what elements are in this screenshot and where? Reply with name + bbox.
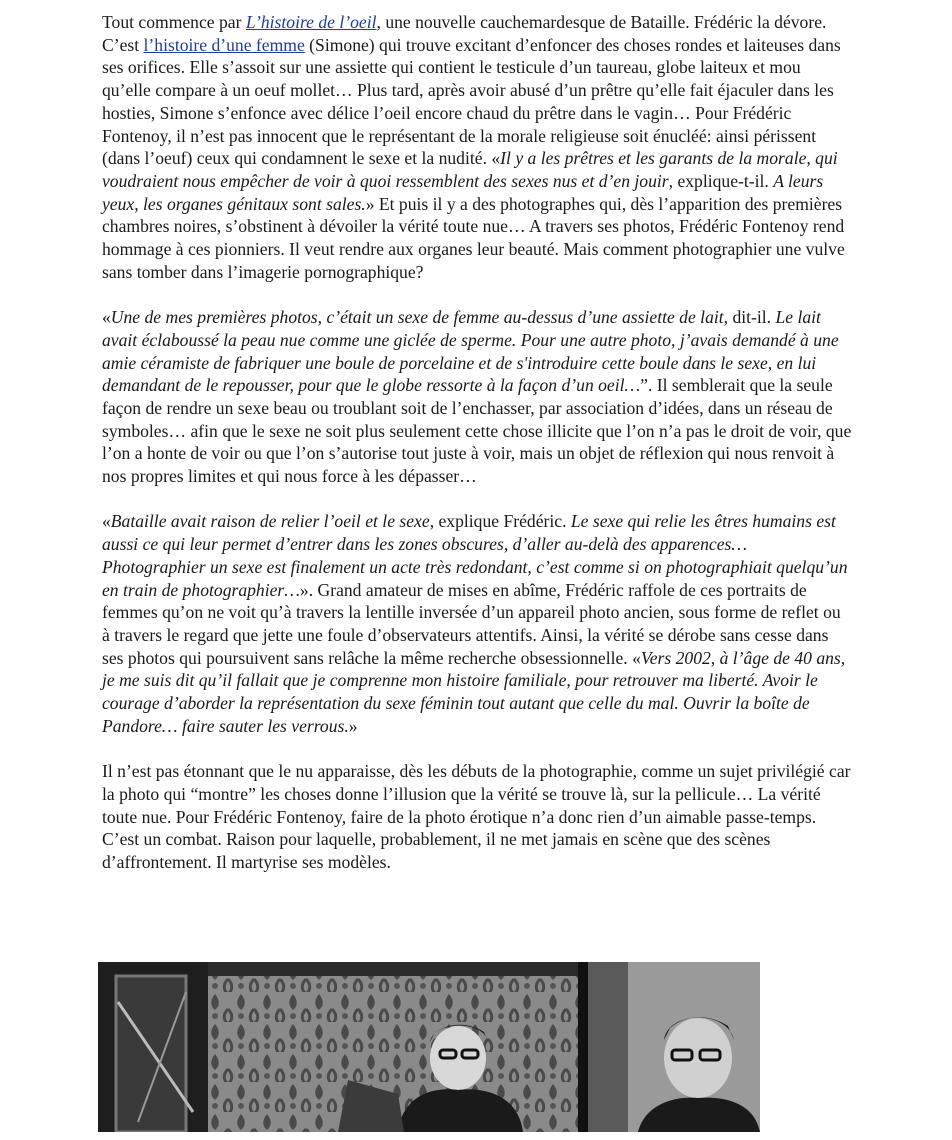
italic-quote: Bataille avait raison de relier l’oeil et le sexe	[110, 511, 430, 532]
paragraph-1	[102, 11, 852, 283]
italic-quote: Le sexe qui relie les êtres humains est aussi ce qui leur permet d’entrer dans les zones obscures, d’aller au-delà des apparences… Photographier un sexe est finalement un acte très redondant, c’est comme si on photographiait quelqu’un en train de photographier…	[102, 511, 848, 600]
italic-quote: Le lait avait éclaboussé la peau nue comme une giclée de sperme. Pour une autre photo, j’avais demandé à une amie céramiste de fabriquer une boule de porcelaine et de s'introduire cette boule dans le sexe, en lui demandant de le repousser, pour que le globe ressorte à la façon d’un oeil…	[102, 307, 839, 396]
text-run: «	[102, 511, 111, 532]
text-run: , une nouvelle cauchemardesque de Bataille. Frédéric la dévore. C’est	[102, 12, 827, 55]
text-run: Il n’est pas étonnant que le nu apparaisse, dès les débuts de la photographie, comme un sujet privilégié car la photo qui “montre” les choses donne l’illusion que la vérité se trouve là, sur la pellicule… La vérité toute nue. Pour Frédéric Fontenoy, faire de la photo érotique n’a donc rien d’un aimable passe-temps. C’est un combat. Raison pour laquelle, probablement, il ne met jamais en scène que des scènes d’affrontement. Il martyrise ses modèles.	[102, 761, 851, 872]
text-run: , dit-il.	[723, 307, 776, 328]
article-photo	[98, 962, 760, 1132]
italic-quote: Vers 2002, à l’âge de 40 ans, je me suis dit qu’il fallait que je comprenne mon histoire familiale, pour retrouver ma liberté. Avoir le courage d’aborder la représentation du sexe féminin tout autant que celle du mal. Ouvrir la boîte de Pandore… faire sauter les verrous.	[102, 647, 846, 736]
italic-quote: Il y a les prêtres et les garants de la morale, qui voudraient nous empêcher de voir à quoi ressemblent des sexes nus et d’en jouir	[102, 148, 838, 191]
paragraph-2	[102, 306, 852, 488]
text-run: » Et puis il y a des photographes qui, dès l’apparition des premières chambres noires, s’obstinent à dévoiler la vérité toute nue… A travers ses photos, Frédéric Fontenoy rend hommage à ces pionniers. Il veut rendre aux organes leur beauté. Mais comment photographier une vulve sans tomber dans l’imagerie pornographique?	[102, 193, 845, 282]
text-run: , explique-t-il.	[668, 170, 774, 191]
article-link[interactable]: l’histoire d’une femme	[143, 34, 305, 55]
italic-quote: A leurs yeux, les organes génitaux sont sales.	[102, 170, 824, 214]
text-run: ”. Il semblerait que la seule façon de rendre un sexe beau ou troublant soit de l’enchasser, par association d’idées, dans un réseau de symboles… afin que le sexe ne soit plus seulement cette chose illicite que l’on n’a pas le droit de voir, que l’on a honte de voir ou que l’on s’autorise tout juste à voir, mais un objet de réflexion qui nous renvoit à nos propres limites et qui nous force à les dépasser…	[102, 375, 852, 487]
photo-illustration	[98, 962, 760, 1132]
text-run: Tout commence par	[102, 12, 246, 32]
article-body	[102, 11, 852, 896]
paragraph-4	[102, 760, 852, 874]
article-link[interactable]: L’histoire de l’oeil	[245, 12, 377, 32]
text-run: »	[348, 715, 358, 736]
text-run: ». Grand amateur de mises en abîme, Frédéric raffole de ces portraits de femmes qu’on ne voit qu’à travers la lentille inversée d’un appareil photo ancien, sous forme de reflet ou à travers le regard que jette une foule d’observateurs attentifs. Ainsi, la vérité se dérobe sans cesse dans ses photos qui poursuivent sans relâche la même recherche obsessionnelle. «	[102, 579, 841, 668]
italic-quote: Une de mes premières photos, c’était un sexe de femme au-dessus d’une assiette de lait	[110, 307, 724, 328]
text-run: (Simone) qui trouve excitant d’enfoncer des choses rondes et laiteuses dans ses orifices. Elle s’assoit sur une assiette qui contient le testicule d’un taureau, globe laiteux et mou qu’elle compare à un oeuf mollet… Plus tard, après avoir abusé d’un prêtre qu’elle fait éjaculer dans les hosties, Simone s’enfonce avec délice l’oeil encore chaud du prêtre dans le vagin… Pour Frédéric Fontenoy, il n’est pas innocent que le représentant de la morale religieuse soit énucléé: ainsi périssent (dans l’oeuf) ceux qui condamnent le sexe et la nudité. «	[102, 34, 841, 169]
paragraph-3	[102, 510, 852, 737]
text-run: , explique Frédéric.	[429, 511, 571, 532]
text-run: «	[102, 307, 111, 328]
